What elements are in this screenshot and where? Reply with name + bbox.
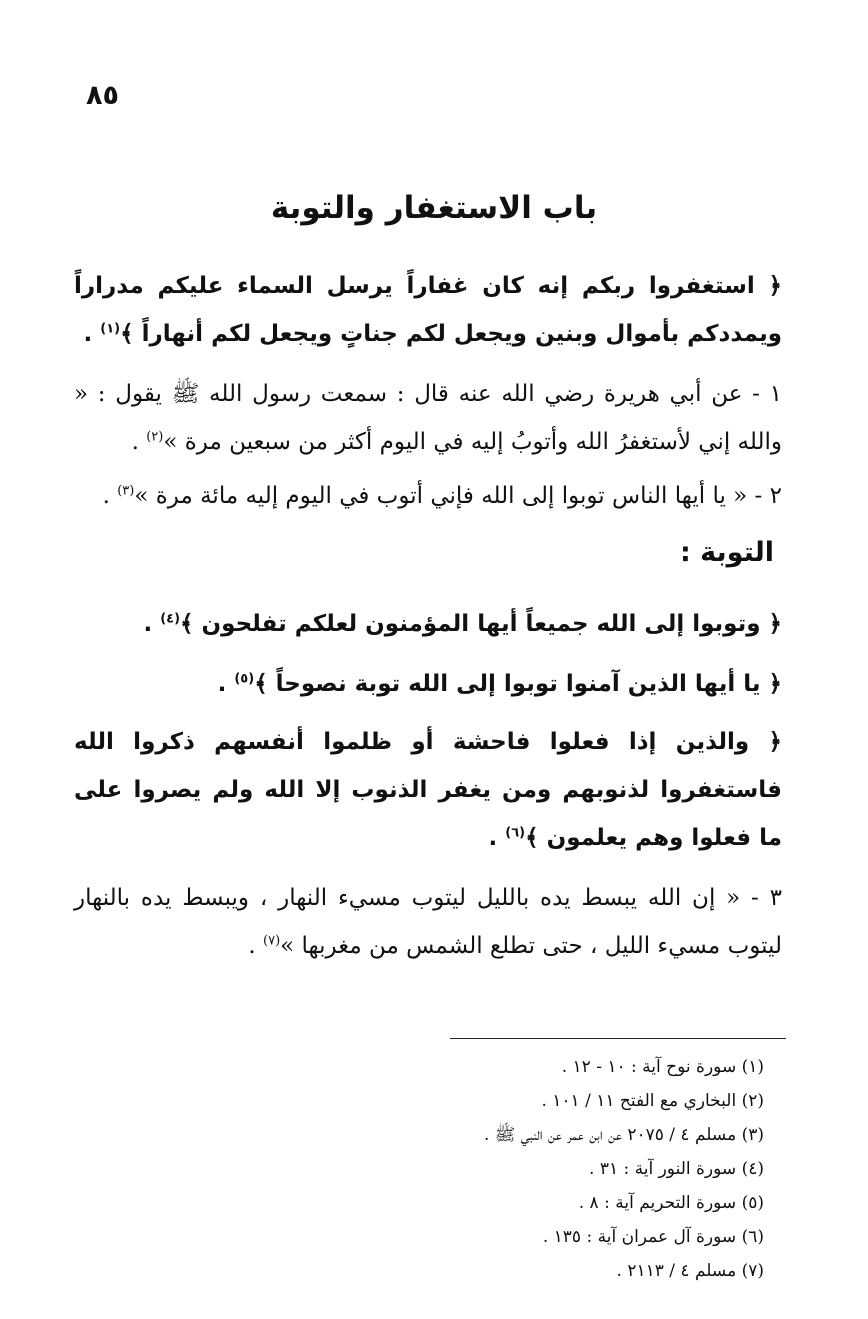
footnote-ref: (٣): [117, 483, 135, 499]
verse-text: ﴿ والذين إذا فعلوا فاحشة أو ظلموا أنفسهم ذكروا الله فاستغفروا لذنوبهم ومن يغفر الذنوب إلا الله ولم يصروا على ما فعلوا وهم يعلمون ﴾: [74, 729, 782, 851]
hadith-text: ١ - عن أبي هريرة رضي الله عنه قال : سمعت رسول الله ﷺ يقول : « والله إني لأستغفرُ الله وأتوبُ إليه في اليوم أكثر من سبعين مرة »: [74, 381, 782, 455]
hadith-text: ٢ - « يا أيها الناس توبوا إلى الله فإني أتوب في اليوم إليه مائة مرة »: [134, 483, 782, 509]
verse-paragraph-2: [74, 600, 782, 648]
footnote-5: (٥) سورة التحريم آية : ٨ .: [578, 1193, 764, 1213]
footnotes: [204, 1050, 764, 1288]
footnote-ref: (٦): [505, 825, 526, 841]
verse-paragraph-4: [74, 718, 782, 862]
footnote-1: (١) سورة نوح آية : ١٠ - ١٢ .: [561, 1057, 764, 1077]
verse-text: ﴿ استغفروا ربكم إنه كان غفاراً يرسل السماء عليكم مدراراً ويمددكم بأموال وبنين ويجعل لكم جناتٍ ويجعل لكم أنهاراً ﴾: [74, 273, 782, 347]
footnote-ref: (١): [100, 321, 121, 337]
verse-end: .: [488, 825, 506, 851]
hadith-end: .: [102, 483, 118, 509]
hadith-paragraph-2: [74, 472, 782, 520]
verse-paragraph-1: [74, 262, 782, 358]
verse-end: .: [143, 611, 161, 637]
hadith-text: ٣ - « إن الله يبسط يده بالليل ليتوب مسيء النهار ، ويبسط يده بالنهار ليتوب مسيء الليل ، حتى تطلع الشمس من مغربها »: [74, 885, 782, 959]
footnote-ref: (٤): [160, 611, 181, 627]
footnote-3: (٣) مسلم ٤ / ٢٠٧٥ عن ابن عمر عن النبي ﷺ .: [483, 1125, 764, 1145]
verse-text: ﴿ يا أيها الذين آمنوا توبوا إلى الله توبة نصوحاً ﴾: [254, 671, 782, 697]
footnote-6: (٦) سورة آل عمران آية : ١٣٥ .: [542, 1227, 764, 1247]
hadith-paragraph-1: [74, 370, 782, 466]
verse-end: .: [217, 671, 235, 697]
verse-paragraph-3: [74, 660, 782, 708]
hadith-end: .: [131, 429, 147, 455]
footnote-ref: (٥): [234, 671, 255, 687]
hadith-end: .: [248, 933, 263, 959]
section-heading-tawba: التوبة :: [679, 537, 774, 568]
hadith-paragraph-3: [74, 874, 782, 970]
page-number: ٨٥: [86, 80, 119, 111]
footnote-separator: [450, 1038, 786, 1039]
footnote-2: (٢) البخاري مع الفتح ١١ / ١٠١ .: [541, 1091, 764, 1111]
footnote-ref: (٧): [263, 933, 281, 949]
footnote-7: (٧) مسلم ٤ / ٢١١٣ .: [616, 1261, 764, 1281]
verse-text: ﴿ وتوبوا إلى الله جميعاً أيها المؤمنون لعلكم تفلحون ﴾: [180, 611, 782, 637]
footnote-ref: (٢): [146, 429, 164, 445]
chapter-title: باب الاستغفار والتوبة: [270, 190, 598, 226]
footnote-4: (٤) سورة النور آية : ٣١ .: [589, 1159, 764, 1179]
verse-end: .: [83, 321, 101, 347]
